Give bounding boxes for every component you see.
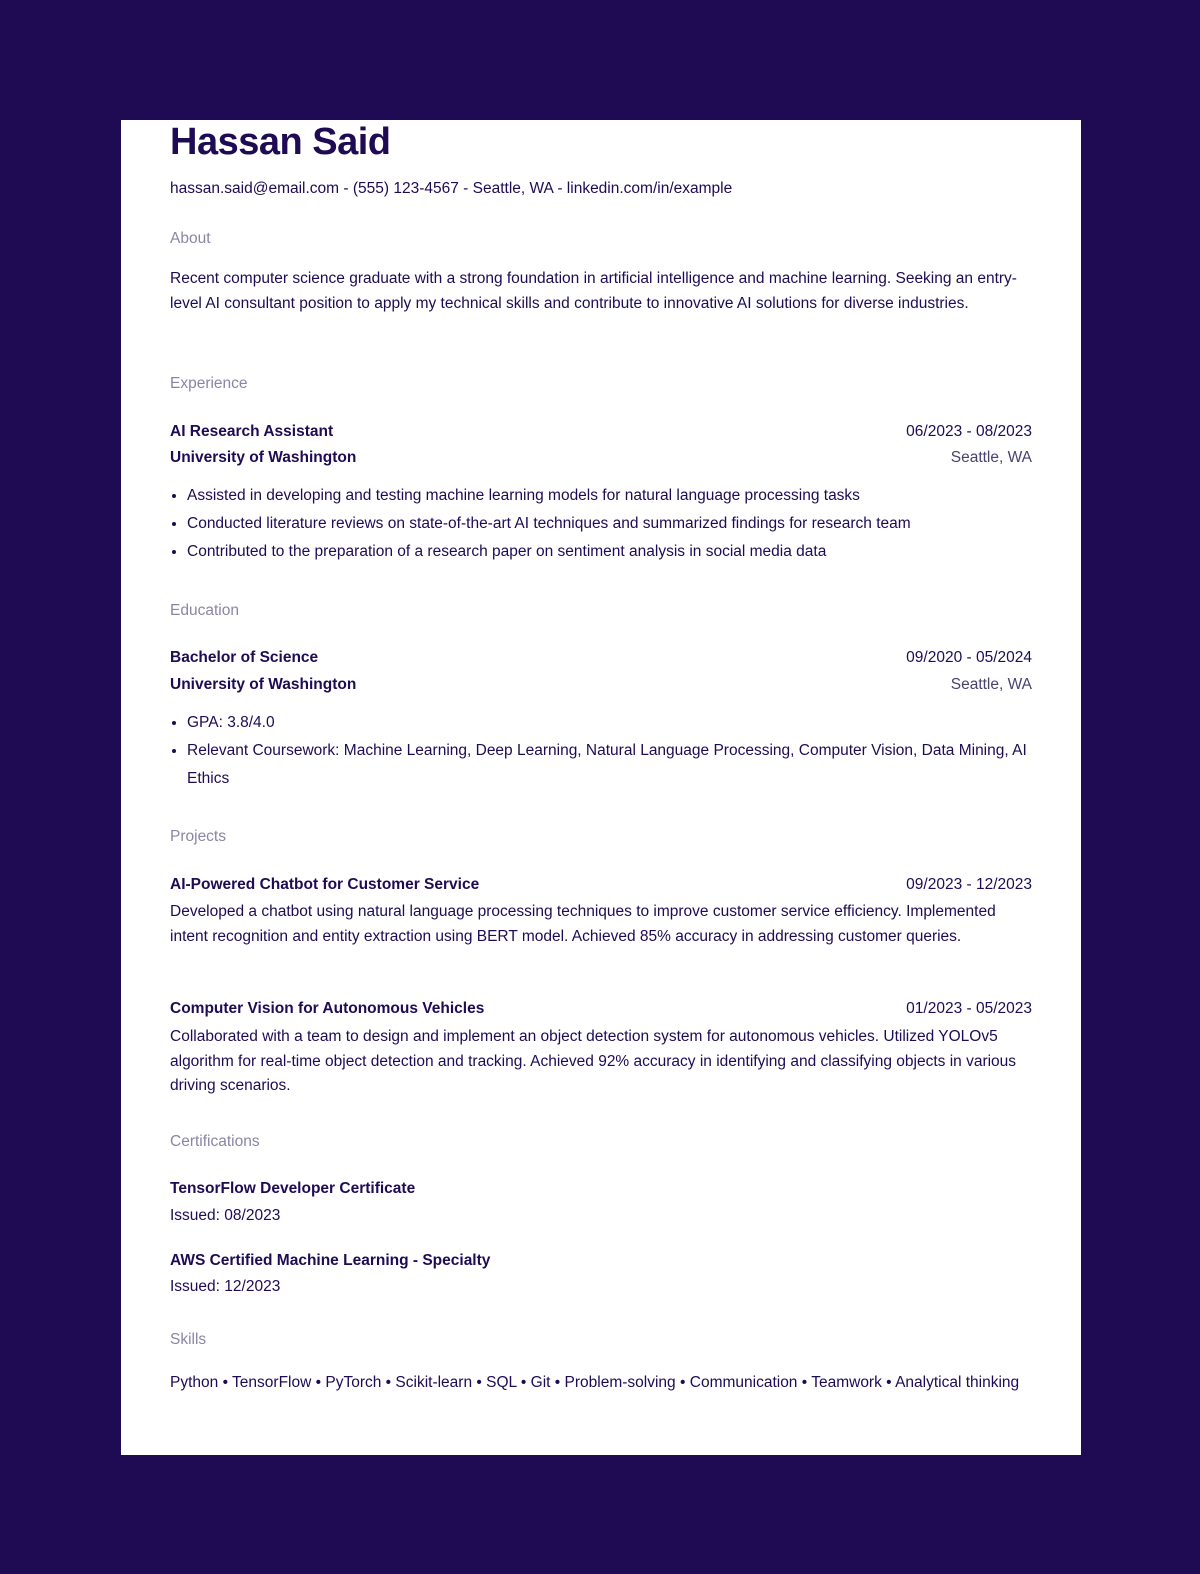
list-item: • Conducted literature reviews on state-of-the-art AI techniques and summarized findings for research team (187, 510, 1049, 538)
project-dates: 09/2023 - 12/2023 (906, 876, 1032, 893)
skill-separator: • (222, 1374, 229, 1391)
skill-item: SQL (486, 1374, 517, 1391)
project-description: Collaborated with a team to design and implement an object detection system for autonomous vehicles. Utilized YOLOv5 algorithm for real-time object detection and tracking. Achieved 92% accuracy in identifying and classifying objects in various driving scenarios. (170, 1028, 1017, 1094)
education-org-row (170, 675, 1032, 695)
section-title-certifications: Certifications (170, 1133, 260, 1150)
skill-item: Problem-solving (564, 1374, 676, 1391)
section-title-projects: Projects (170, 828, 226, 845)
certification-issued: Issued: 12/2023 (170, 1278, 281, 1295)
skill-item: Git (530, 1374, 551, 1391)
candidate-name: Hassan Said (170, 121, 391, 163)
skill-separator: • (886, 1374, 892, 1391)
project-header-row (170, 999, 1032, 1019)
skill-separator: • (476, 1374, 482, 1391)
skills-list (170, 1369, 1032, 1396)
project-description: Developed a chatbot using natural language processing techniques to improve customer service efficiency. Implemented intent recognition and entity extraction using BERT model. Achieved 85% accuracy in addressing customer queries. (170, 903, 996, 945)
skill-separator: • (680, 1374, 686, 1391)
experience-location: Seattle, WA (950, 449, 1032, 466)
certification-issued: Issued: 08/2023 (170, 1207, 281, 1224)
section-title-about: About (170, 230, 211, 247)
skill-separator: • (520, 1374, 527, 1391)
education-location: Seattle, WA (950, 676, 1032, 693)
project-name: Computer Vision for Autonomous Vehicles (170, 1000, 485, 1017)
project-dates: 01/2023 - 05/2023 (906, 1000, 1032, 1017)
skill-item: TensorFlow (232, 1374, 312, 1391)
certification-name: TensorFlow Developer Certificate (170, 1180, 416, 1197)
section-title-skills: Skills (170, 1331, 207, 1348)
skill-separator: • (385, 1374, 392, 1391)
experience-org-row (170, 448, 1032, 468)
experience-dates: 06/2023 - 08/2023 (906, 423, 1032, 440)
experience-bullets (170, 482, 1049, 566)
certification-name: AWS Certified Machine Learning - Specialty (170, 1252, 491, 1269)
experience-header-row (170, 422, 1032, 442)
about-text: Recent computer science graduate with a strong foundation in artificial intelligence and machine learning. Seeking an entry-level AI consultant position to apply my technical skills and contribute to innovative AI solutions for diverse industries. (170, 270, 1017, 312)
skill-separator: • (801, 1374, 808, 1391)
resume-page (121, 120, 1081, 1455)
project-header-row (170, 875, 1032, 895)
list-item: • Relevant Coursework: Machine Learning, Deep Learning, Natural Language Processing, Computer Vision, Data Mining, AI Ethics (187, 737, 1049, 793)
education-org: University of Washington (170, 676, 357, 693)
skill-item: PyTorch (325, 1374, 382, 1391)
section-title-experience: Experience (170, 375, 248, 392)
section-title-education: Education (170, 602, 239, 619)
experience-org: University of Washington (170, 449, 357, 466)
list-item: • GPA: 3.8/4.0 (187, 709, 1049, 737)
skill-separator: • (315, 1374, 322, 1391)
contact-line: hassan.said@email.com - (555) 123-4567 - Seattle, WA - linkedin.com/in/example (170, 180, 733, 197)
education-dates: 09/2020 - 05/2024 (906, 649, 1032, 666)
education-bullets (170, 709, 1049, 793)
skill-item: Communication (689, 1374, 798, 1391)
skill-item: Python (170, 1374, 219, 1391)
skill-item: Teamwork (811, 1374, 882, 1391)
education-degree: Bachelor of Science (170, 649, 319, 666)
skill-item: Scikit-learn (395, 1374, 473, 1391)
experience-role: AI Research Assistant (170, 423, 334, 440)
skill-item: Analytical thinking (895, 1374, 1020, 1391)
list-item: • Assisted in developing and testing machine learning models for natural language processing tasks (187, 482, 1049, 510)
project-name: AI-Powered Chatbot for Customer Service (170, 876, 480, 893)
list-item: • Contributed to the preparation of a research paper on sentiment analysis in social media data (187, 538, 1049, 566)
education-header-row (170, 648, 1032, 668)
skill-separator: • (554, 1374, 561, 1391)
